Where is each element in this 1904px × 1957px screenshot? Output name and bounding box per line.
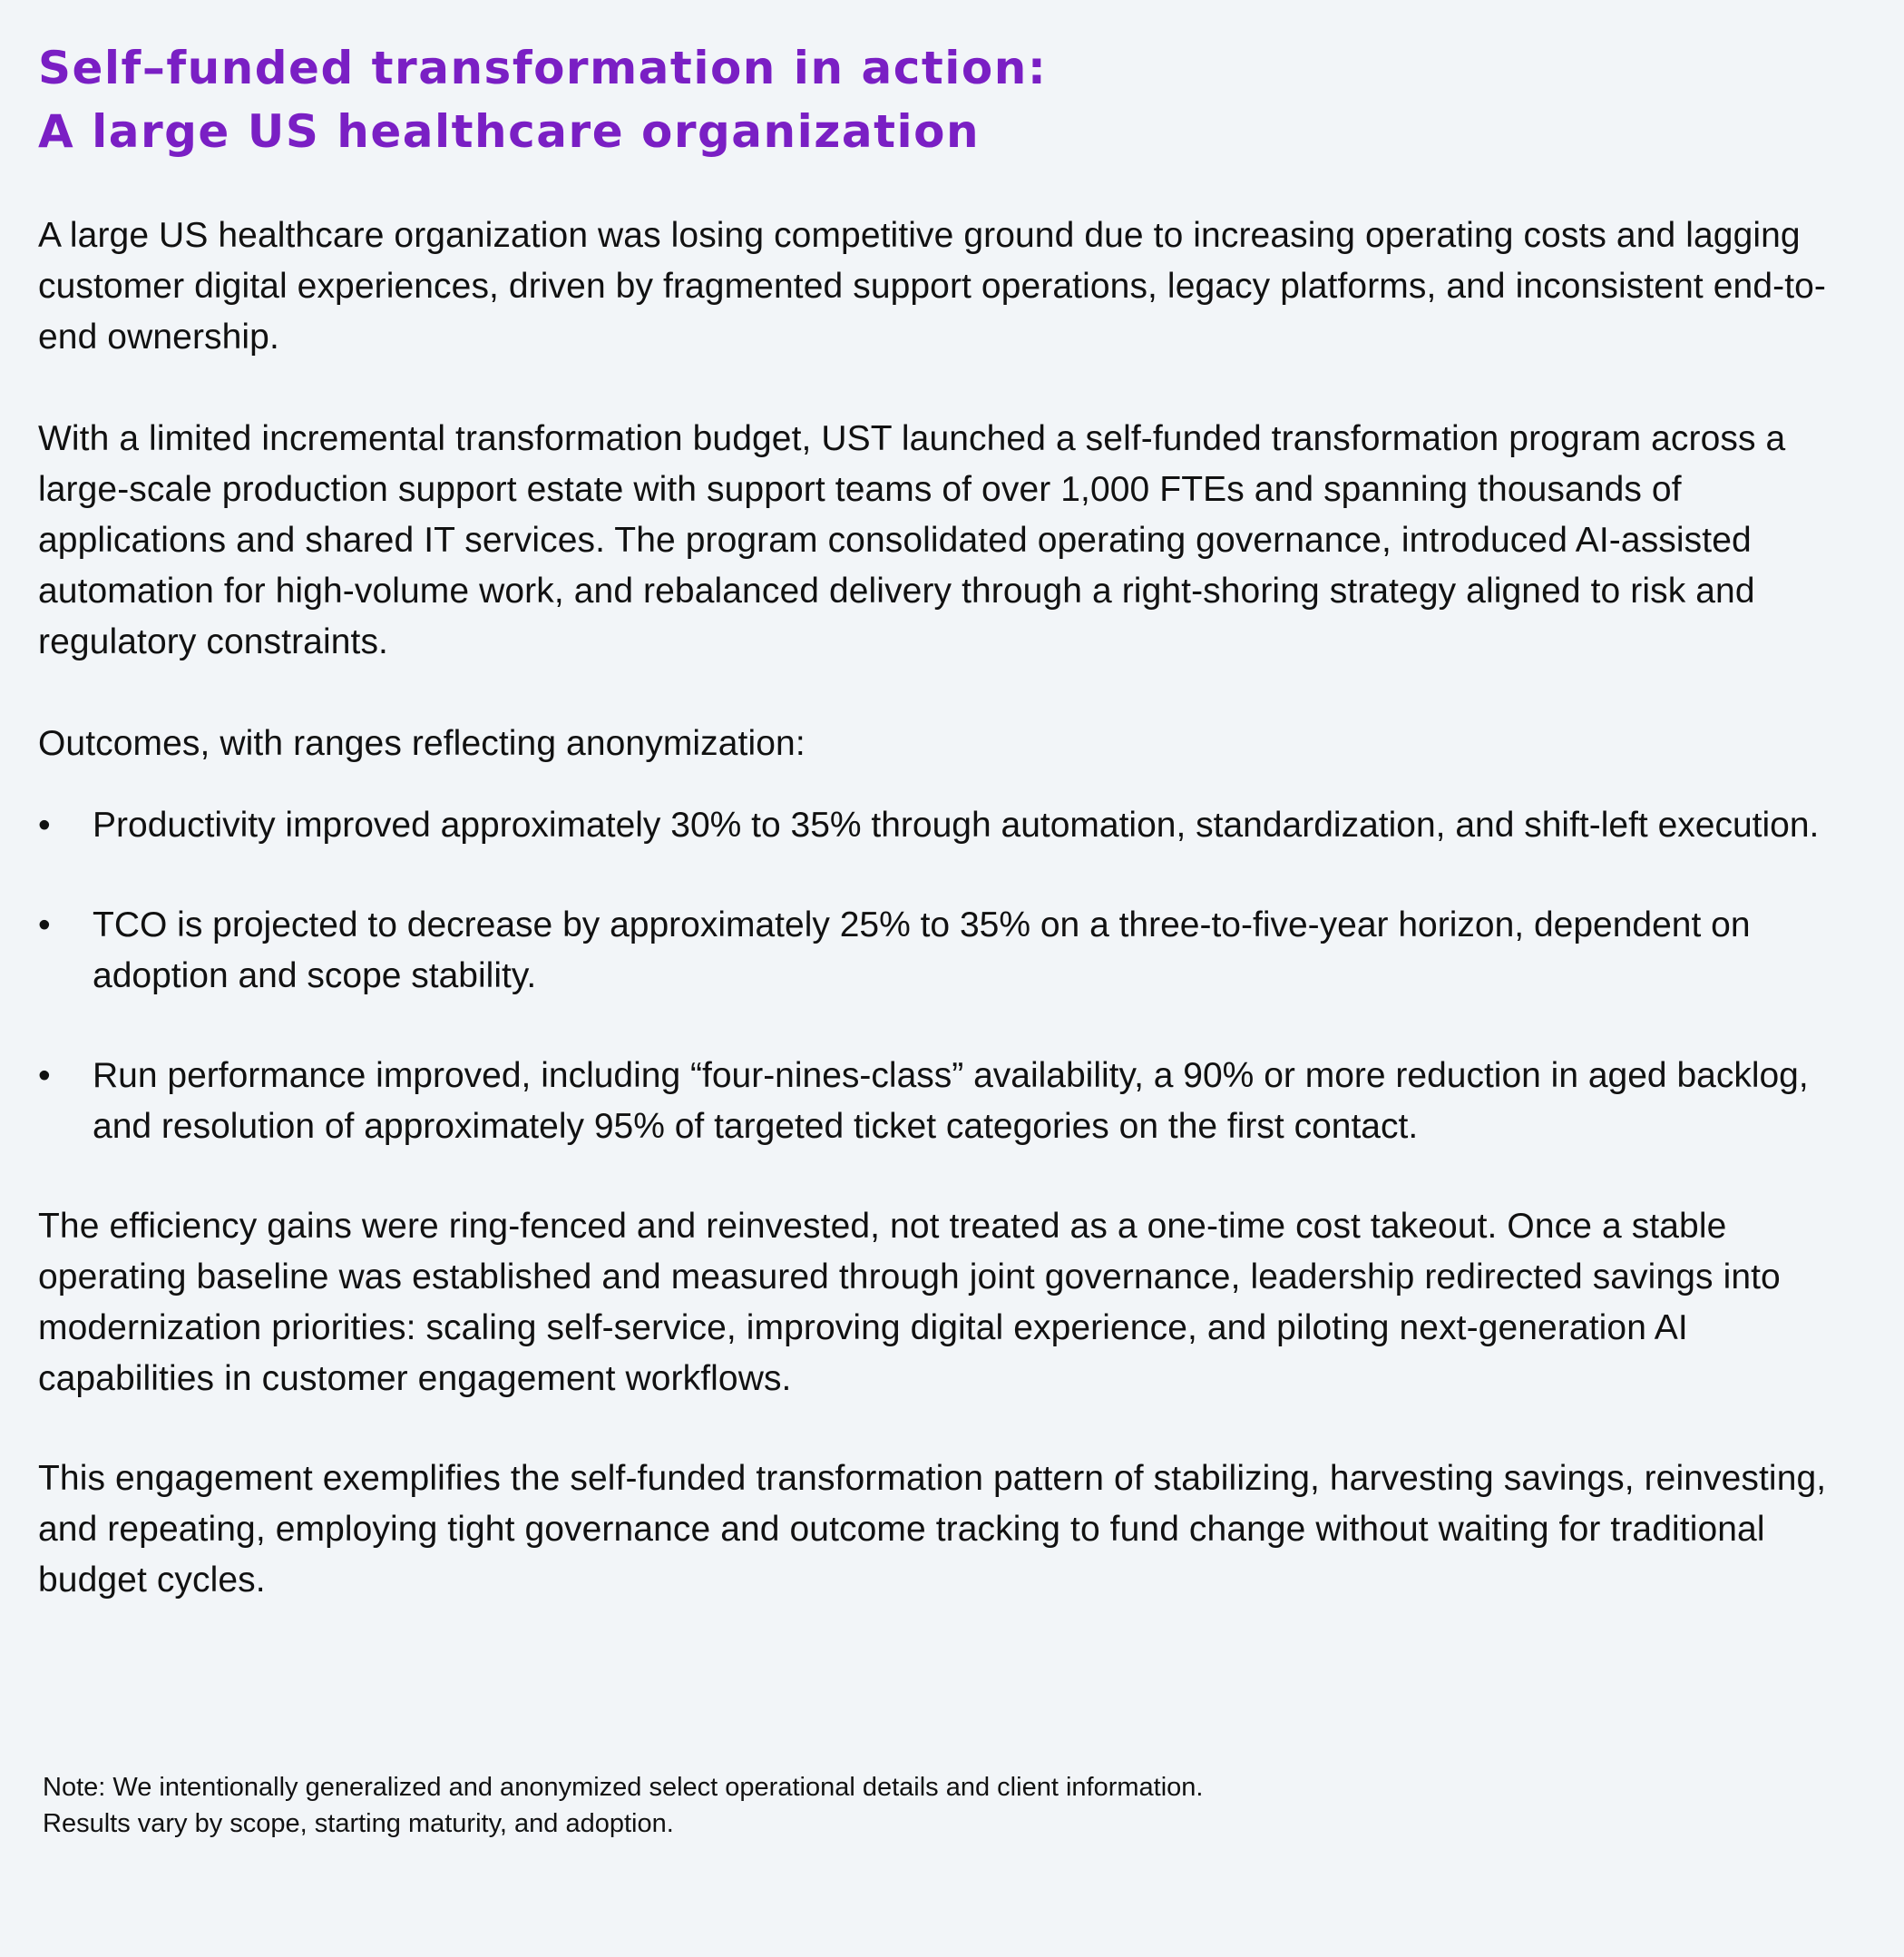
bullet-icon: • bbox=[38, 1056, 51, 1095]
list-item bbox=[38, 900, 1861, 1002]
reinvest-paragraph: The efficiency gains were ring-fenced and reinvested, not treated as a one-time cost takeout. Once a stable operating baseline was established and measured through joint governance, leadership redirected savings into modernization priorities: scaling self-service, improving digital experience, and piloting next-generation AI capabilities in customer engagement workflows. bbox=[38, 1207, 1781, 1398]
title-line-1: Self–funded transformation in action: bbox=[38, 42, 1048, 94]
footnote-line-1: Note: We intentionally generalized and anonymized select operational details and client information. bbox=[43, 1773, 1204, 1802]
outcomes-intro: Outcomes, with ranges reflecting anonymization: bbox=[38, 724, 806, 763]
bullet-icon: • bbox=[38, 905, 51, 944]
list-item bbox=[38, 1051, 1861, 1152]
page-title bbox=[38, 36, 1861, 163]
footnote-line-2: Results vary by scope, starting maturity, and adoption. bbox=[43, 1809, 674, 1838]
list-item bbox=[38, 800, 1861, 851]
conclusion-paragraph: This engagement exemplifies the self-funded transformation pattern of stabilizing, harvesting savings, reinvesting, and repeating, employing tight governance and outcome tracking to fund change without waiting for traditional budget cycles. bbox=[38, 1459, 1827, 1600]
bullet-icon: • bbox=[38, 806, 51, 845]
outcome-text: Productivity improved approximately 30% to 35% through automation, standardization, and shift-left execution. bbox=[93, 806, 1820, 845]
program-paragraph: With a limited incremental transformation budget, UST launched a self-funded transformation program across a large-scale production support estate with support teams of over 1,000 FTEs and spanning thousands of applications and shared IT services. The program consolidated operating governance, introduced AI-assisted automation for high-volume work, and rebalanced delivery through a right-shoring strategy aligned to risk and regulatory constraints. bbox=[38, 419, 1786, 661]
outcome-text: Run performance improved, including “four-nines-class” availability, a 90% or more reduction in aged backlog, and resolution of approximately 95% of targeted ticket categories on the first contact. bbox=[93, 1056, 1809, 1146]
case-study-page bbox=[38, 36, 1861, 1606]
footnote bbox=[43, 1769, 1203, 1842]
intro-paragraph: A large US healthcare organization was losing competitive ground due to increasing operating costs and lagging customer digital experiences, driven by fragmented support operations, legacy platforms, and inconsistent end-to-end ownership. bbox=[38, 216, 1827, 357]
outcome-text: TCO is projected to decrease by approximately 25% to 35% on a three-to-five-year horizon, dependent on adoption and scope stability. bbox=[93, 905, 1751, 995]
title-line-2: A large US healthcare organization bbox=[38, 105, 981, 158]
outcomes-list bbox=[38, 800, 1861, 1152]
